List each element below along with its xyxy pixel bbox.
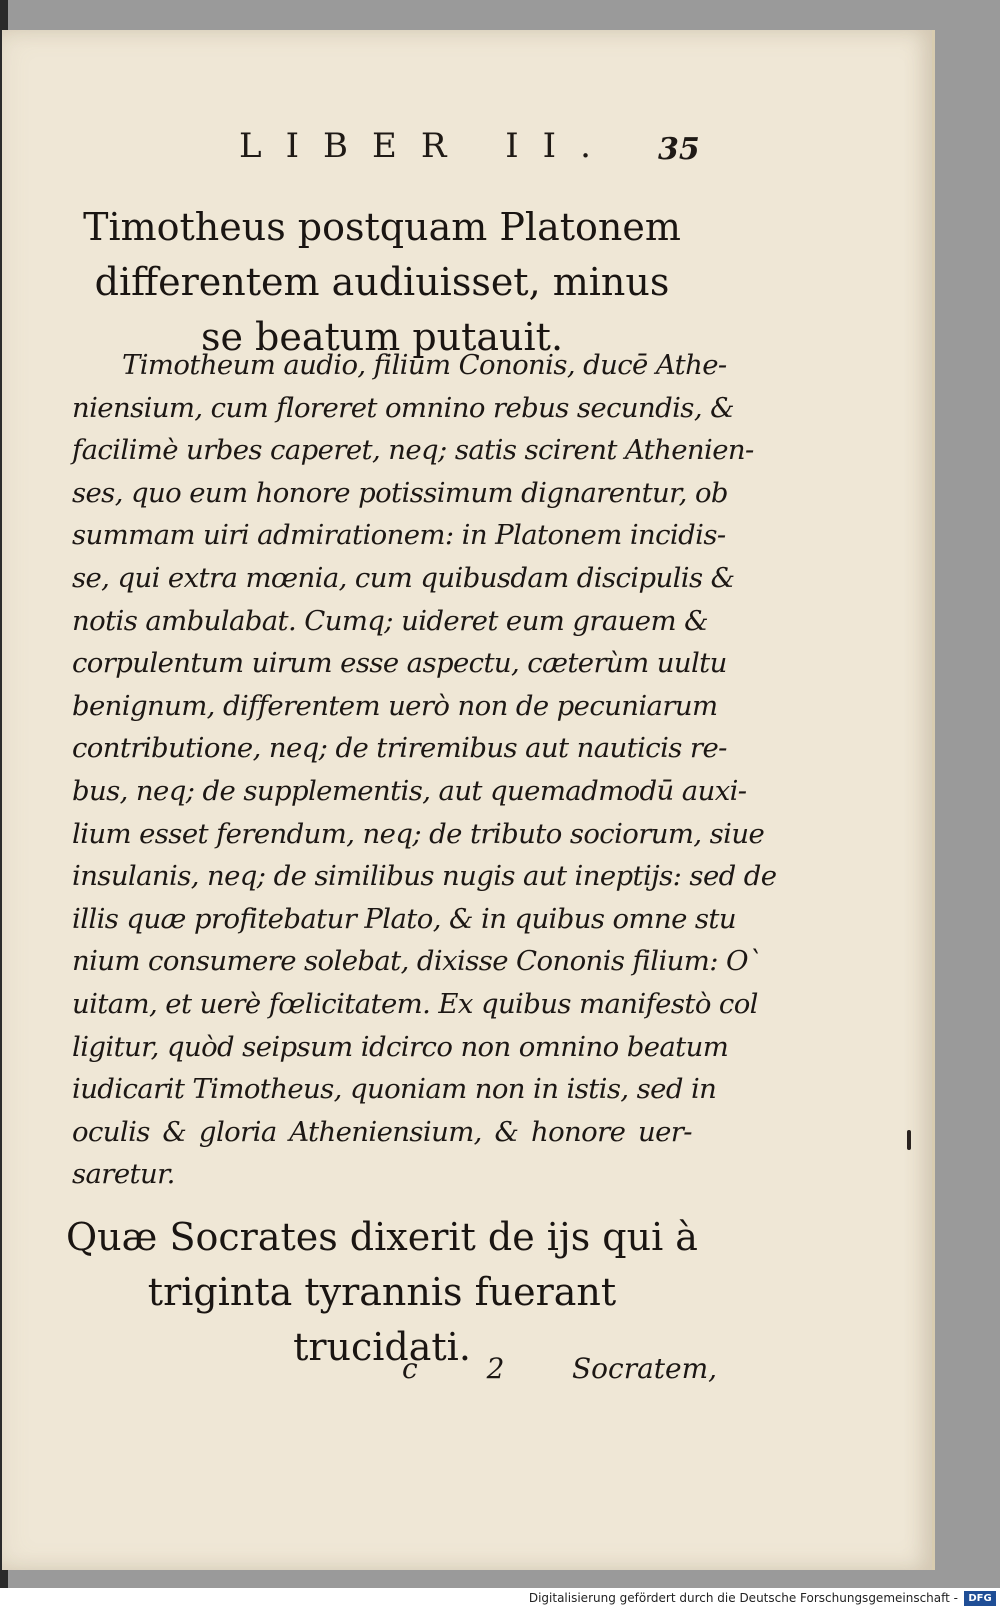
- text-line: nium consumere solebat, dixisse Cononis filium: O`: [72, 945, 762, 978]
- heading-line: se beatum putauit.: [200, 315, 564, 359]
- running-head: LIBER II.: [239, 126, 615, 166]
- heading-line: Timotheus postquam Platonem: [83, 205, 681, 249]
- folio-number: 35: [658, 132, 700, 167]
- catchword: Socratem,: [572, 1352, 718, 1385]
- text-line: Timotheum audio, filium Cononis, ducē Athe-: [122, 349, 727, 381]
- text-line: saretur.: [72, 1158, 175, 1191]
- ink-fleck: [907, 1130, 911, 1150]
- heading-line: trucidati.: [293, 1325, 471, 1369]
- text-line: lium esset ferendum, neq; de tributo sociorum, siue: [72, 817, 765, 850]
- heading-line: triginta tyrannis fuerant: [147, 1270, 617, 1314]
- page-header: [2, 126, 932, 176]
- text-line: ses, quo eum honore potissimum dignarentur, ob: [72, 476, 728, 509]
- digitization-credit-bar: [0, 1588, 1000, 1611]
- text-line: ligitur, quòd seipsum idcirco non omnino beatum: [72, 1030, 729, 1063]
- text-line: notis ambulabat. Cumq; uideret eum grauem &: [72, 604, 708, 637]
- text-line: oculis & gloria Atheniensium, & honore uer-: [72, 1115, 692, 1148]
- text-line: niensium, cum floreret omnino rebus secundis, &: [72, 391, 734, 424]
- text-line: se, qui extra mœnia, cum quibusdam discipulis &: [72, 561, 735, 594]
- signature-mark: c 2: [402, 1352, 535, 1385]
- text-line: iudicarit Timotheus, quoniam non in istis, sed in: [72, 1073, 717, 1106]
- text-line: bus, neq; de supplementis, aut quemadmodū auxi-: [72, 774, 747, 807]
- body-paragraph: [72, 344, 777, 1196]
- book-page: [2, 30, 935, 1570]
- text-line: contributione, neq; de triremibus aut nauticis re-: [72, 732, 727, 765]
- heading-line: Quæ Socrates dixerit de ijs qui à: [66, 1215, 698, 1259]
- text-line: corpulentum uirum esse aspectu, cæterùm uultu: [72, 647, 727, 680]
- text-line: uitam, et uerè fœlicitatem. Ex quibus manifestò col: [72, 987, 758, 1020]
- text-line: summam uiri admirationem: in Platonem incidis-: [72, 519, 726, 552]
- text-line: illis quæ profitebatur Plato, & in quibus omne stu: [72, 902, 736, 935]
- text-line: insulanis, neq; de similibus nugis aut ineptijs: sed de: [72, 860, 777, 893]
- section-heading-timotheus: [62, 200, 702, 365]
- text-line: benignum, differentem uerò non de pecuniarum: [72, 689, 718, 722]
- heading-line: differentem audiuisset, minus: [94, 260, 670, 304]
- section-heading-socrates: [62, 1210, 702, 1375]
- text-line: facilimè urbes caperet, neq; satis scirent Athenien-: [72, 434, 754, 467]
- dfg-logo: DFG: [964, 1591, 996, 1606]
- page-footer: [2, 1352, 932, 1392]
- credit-text: Digitalisierung gefördert durch die Deutsche Forschungsgemeinschaft -: [528, 1591, 958, 1605]
